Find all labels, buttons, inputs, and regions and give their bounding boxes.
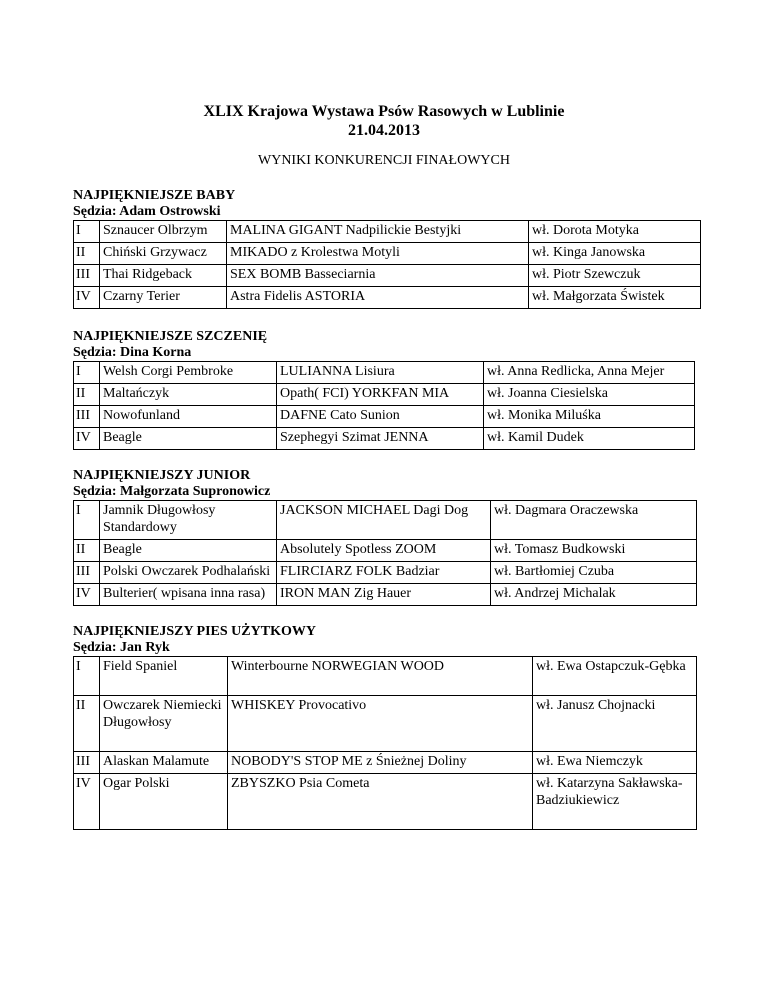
breed-cell: Maltańczyk (100, 384, 277, 406)
dog-cell: ZBYSZKO Psia Cometa (228, 774, 533, 830)
rank-cell: II (74, 384, 100, 406)
section-title: NAJPIĘKNIEJSZE BABY (73, 188, 236, 203)
owner-cell: wł. Andrzej Michalak (491, 584, 697, 606)
dog-cell: Winterbourne NORWEGIAN WOOD (228, 657, 533, 696)
section-judge: Sędzia: Adam Ostrowski (73, 204, 221, 219)
dog-cell: SEX BOMB Basseciarnia (227, 265, 529, 287)
results-table (73, 656, 697, 830)
breed-cell: Chiński Grzywacz (100, 243, 227, 265)
rank-cell: IV (74, 428, 100, 450)
breed-cell: Owczarek Niemiecki Długowłosy (100, 696, 228, 752)
section-judge: Sędzia: Jan Ryk (73, 640, 170, 655)
breed-cell: Nowofunland (100, 406, 277, 428)
rank-cell: IV (74, 774, 100, 830)
owner-cell: wł. Ewa Ostapczuk-Gębka (533, 657, 697, 696)
owner-cell: wł. Bartłomiej Czuba (491, 562, 697, 584)
rank-cell: II (74, 696, 100, 752)
breed-cell: Jamnik Długowłosy Standardowy (100, 501, 277, 540)
dog-cell: NOBODY'S STOP ME z Śnieżnej Doliny (228, 752, 533, 774)
dog-cell: DAFNE Cato Sunion (277, 406, 484, 428)
dog-cell: WHISKEY Provocativo (228, 696, 533, 752)
document-date: 21.04.2013 (348, 122, 420, 139)
section-judge: Sędzia: Dina Korna (73, 345, 192, 360)
rank-cell: III (74, 752, 100, 774)
table-row (74, 243, 701, 265)
owner-cell: wł. Dagmara Oraczewska (491, 501, 697, 540)
dog-cell: FLIRCIARZ FOLK Badziar (277, 562, 491, 584)
document-title: XLIX Krajowa Wystawa Psów Rasowych w Lublinie (203, 103, 565, 120)
dog-cell: Astra Fidelis ASTORIA (227, 287, 529, 309)
breed-cell: Beagle (100, 540, 277, 562)
table-row (74, 774, 697, 830)
breed-cell: Ogar Polski (100, 774, 228, 830)
dog-cell: Absolutely Spotless ZOOM (277, 540, 491, 562)
breed-cell: Polski Owczarek Podhalański (100, 562, 277, 584)
rank-cell: III (74, 406, 100, 428)
breed-cell: Beagle (100, 428, 277, 450)
section-judge: Sędzia: Małgorzata Supronowicz (73, 484, 271, 499)
rank-cell: I (74, 221, 100, 243)
dog-cell: Opath( FCI) YORKFAN MIA (277, 384, 484, 406)
owner-cell: wł. Anna Redlicka, Anna Mejer (484, 362, 695, 384)
owner-cell: wł. Katarzyna Sakławska-Badziukiewicz (533, 774, 697, 830)
rank-cell: I (74, 362, 100, 384)
owner-cell: wł. Małgorzata Świstek (529, 287, 701, 309)
breed-cell: Bulterier( wpisana inna rasa) (100, 584, 277, 606)
rank-cell: II (74, 243, 100, 265)
table-row (74, 657, 697, 696)
dog-cell: LULIANNA Lisiura (277, 362, 484, 384)
dog-cell: Szephegyi Szimat JENNA (277, 428, 484, 450)
section-title: NAJPIĘKNIEJSZY PIES UŻYTKOWY (73, 624, 316, 639)
table-row (74, 584, 697, 606)
results-table (73, 500, 697, 606)
owner-cell: wł. Monika Miluśka (484, 406, 695, 428)
breed-cell: Welsh Corgi Pembroke (100, 362, 277, 384)
rank-cell: III (74, 265, 100, 287)
owner-cell: wł. Kamil Dudek (484, 428, 695, 450)
table-row (74, 696, 697, 752)
table-row (74, 287, 701, 309)
section-puppy (73, 329, 695, 450)
breed-cell: Czarny Terier (100, 287, 227, 309)
dog-cell: JACKSON MICHAEL Dagi Dog (277, 501, 491, 540)
document-subtitle: WYNIKI KONKURENCJI FINAŁOWYCH (258, 153, 510, 168)
rank-cell: III (74, 562, 100, 584)
breed-cell: Sznaucer Olbrzym (100, 221, 227, 243)
rank-cell: II (74, 540, 100, 562)
table-row (74, 384, 695, 406)
rank-cell: IV (74, 287, 100, 309)
rank-cell: I (74, 501, 100, 540)
dog-cell: MALINA GIGANT Nadpilickie Bestyjki (227, 221, 529, 243)
owner-cell: wł. Piotr Szewczuk (529, 265, 701, 287)
table-row (74, 501, 697, 540)
section-working-dog (73, 624, 697, 830)
table-row (74, 265, 701, 287)
results-table (73, 361, 695, 450)
table-row (74, 428, 695, 450)
table-row (74, 406, 695, 428)
table-row (74, 540, 697, 562)
rank-cell: IV (74, 584, 100, 606)
dog-cell: MIKADO z Krolestwa Motyli (227, 243, 529, 265)
breed-cell: Field Spaniel (100, 657, 228, 696)
table-row (74, 752, 697, 774)
breed-cell: Thai Ridgeback (100, 265, 227, 287)
section-title: NAJPIĘKNIEJSZE SZCZENIĘ (73, 329, 268, 344)
table-row (74, 362, 695, 384)
section-title: NAJPIĘKNIEJSZY JUNIOR (73, 468, 251, 483)
owner-cell: wł. Joanna Ciesielska (484, 384, 695, 406)
dog-cell: IRON MAN Zig Hauer (277, 584, 491, 606)
owner-cell: wł. Ewa Niemczyk (533, 752, 697, 774)
owner-cell: wł. Tomasz Budkowski (491, 540, 697, 562)
table-row (74, 562, 697, 584)
section-baby (73, 188, 701, 309)
section-junior (73, 468, 697, 606)
owner-cell: wł. Dorota Motyka (529, 221, 701, 243)
results-table (73, 220, 701, 309)
rank-cell: I (74, 657, 100, 696)
breed-cell: Alaskan Malamute (100, 752, 228, 774)
owner-cell: wł. Janusz Chojnacki (533, 696, 697, 752)
owner-cell: wł. Kinga Janowska (529, 243, 701, 265)
table-row (74, 221, 701, 243)
